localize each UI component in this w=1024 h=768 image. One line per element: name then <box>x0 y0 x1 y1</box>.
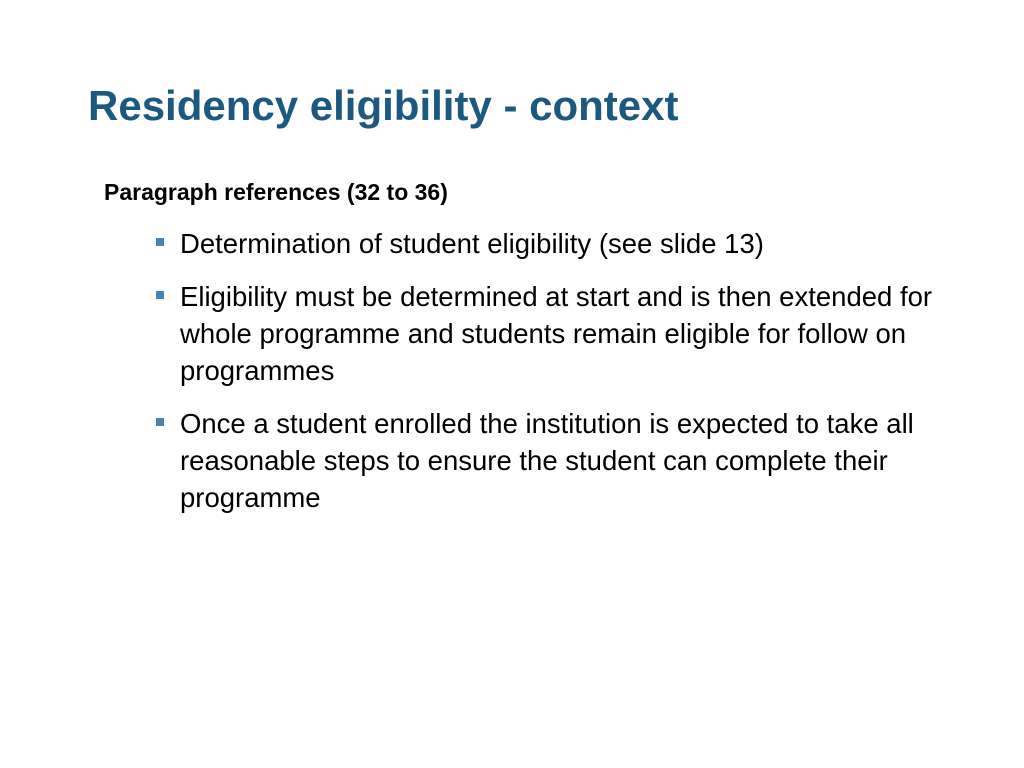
slide-title: Residency eligibility - context <box>88 82 679 129</box>
square-bullet-icon <box>156 238 164 246</box>
bullet-text: Eligibility must be determined at start and is then extended for whole programme and students remain eligible for follow on programmes <box>180 281 933 386</box>
section-heading: Paragraph references (32 to 36) <box>104 179 448 205</box>
bullet-list <box>155 225 935 532</box>
bullet-item <box>155 225 935 262</box>
square-bullet-icon <box>156 291 164 299</box>
bullet-item <box>155 405 935 516</box>
square-bullet-icon <box>156 418 164 426</box>
bullet-text: Determination of student eligibility (see slide 13) <box>180 228 764 259</box>
bullet-item <box>155 278 935 389</box>
bullet-text: Once a student enrolled the institution is expected to take all reasonable steps to ensure the student can complete their programme <box>180 408 914 513</box>
